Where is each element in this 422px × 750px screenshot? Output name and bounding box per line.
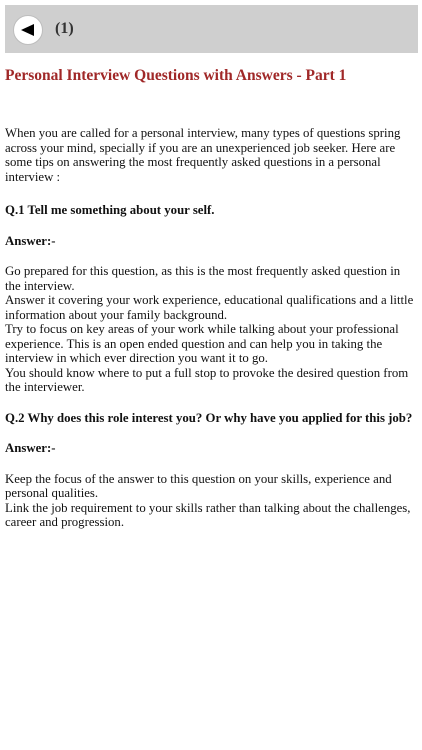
article-content (5, 66, 416, 530)
top-bar (5, 5, 418, 53)
back-button[interactable] (13, 15, 43, 45)
question-2: Q.2 Why does this role interest you? Or why have you applied for this job? (5, 410, 413, 425)
page-indicator: (1) (55, 20, 74, 37)
question-1: Q.1 Tell me something about your self. (5, 203, 215, 217)
article-title: Personal Interview Questions with Answers - Part 1 (5, 67, 347, 84)
answer-2-text: Keep the focus of the answer to this question on your skills, experience and personal qualities. Link the job requirement to your skills rather than talking about the challenges, career and progression. (5, 471, 411, 529)
back-arrow-icon (21, 24, 35, 36)
intro-paragraph: When you are called for a personal interview, many types of questions spring across your mind, specially if you are an unexperienced job seeker. Here are some tips on answering the most frequently asked questions in a personal interview : (5, 126, 401, 184)
answer-1-label: Answer:- (5, 233, 56, 248)
answer-1-text: Go prepared for this question, as this is the most frequently asked question in the interview. Answer it covering your work experience, educational qualifications and a little information about your family background. Try to focus on key areas of your work while talking about your professional experience. This is an open ended question and can help you in taking the interview in which ever direction you want it to go. You should know where to put a full stop to provoke the desired question from the interviewer. (5, 264, 414, 394)
answer-2-label: Answer:- (5, 441, 56, 455)
